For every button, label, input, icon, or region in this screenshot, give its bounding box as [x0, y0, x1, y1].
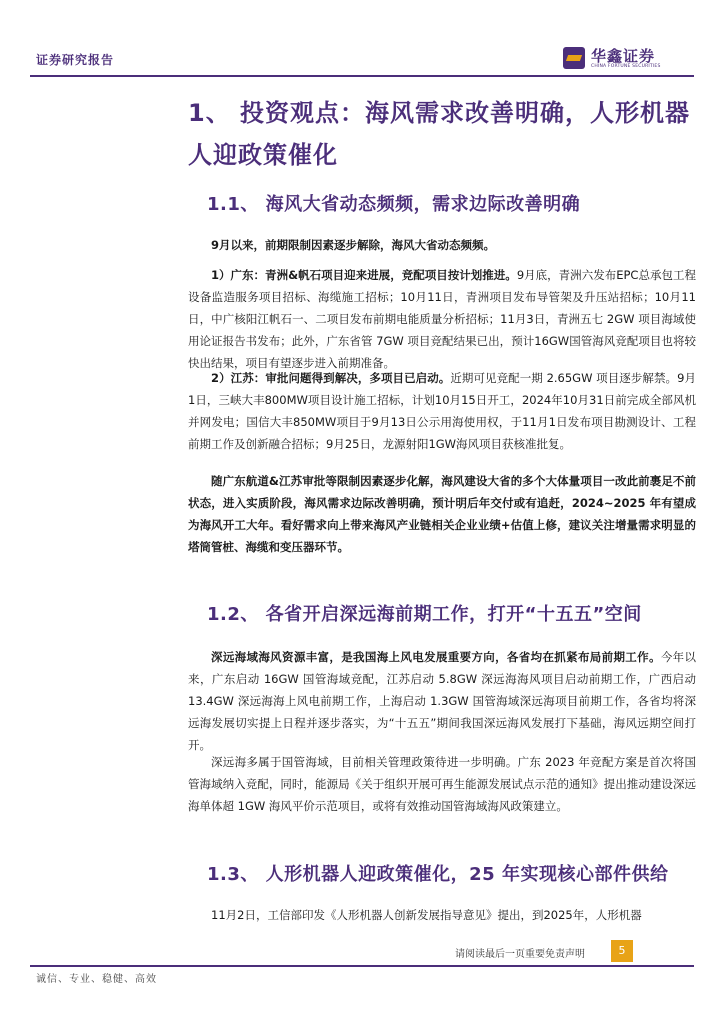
section-1-2-paragraph-2: 深远海多属于国管海域，目前相关管理政策待进一步明确。广东 2023 年竞配方案是首次将国管海域纳入竞配，同时，能源局《关于组织开展可再生能源发展试点示范的通知》提出推动建设深远海单体超 1GW 海风平价示范项目，或将有效推动国管海域海风政策建立。 [188, 755, 696, 813]
logo-name-cn: 华鑫证券 [591, 47, 656, 65]
deep-sea-lead: 深远海域海风资源丰富，是我国海上风电发展重要方向，各省均在抓紧布局前期工作。 [211, 650, 661, 664]
section-1-1-title: 1.1、 海风大省动态频频，需求边际改善明确 [207, 194, 581, 215]
jiangsu-body: 近期可见竞配一期 2.65GW 项目逐步解禁。9月1日，三峡大丰800MW项目设计施工招标，计划10月15日开工，2024年10月31日前完成全部风机并网发电；国信大丰850MW项目于9月13日公示用海使用权，于11月1日发布项目勘测设计、工程前期工作及创新融合招标；9月25日，龙源射阳1GW海风项目获核准批复。 [188, 371, 697, 451]
disclaimer-note: 请阅读最后一页重要免责声明 [455, 949, 585, 960]
header-divider [30, 75, 694, 77]
section-1-1-paragraph-2 [188, 264, 696, 374]
logo-mark-icon [563, 47, 585, 69]
logo-name-en: CHINA FORTUNE SECURITIES [591, 64, 661, 69]
deep-sea-body: 今年以来，广东启动 16GW 国管海域竞配，江苏启动 5.8GW 深远海海风项目启动前期工作，广西启动 13.4GW 深远海海上风电前期工作，上海启动 1.3GW 国管海域深远海项目前期工作，各省均将深远海发展切实提上日程并逐步落实，为“十五五”期间我国深远海风发展打下基础，海风远期空间打开。 [188, 650, 697, 752]
section-1-2-title: 1.2、 各省开启深远海前期工作，打开“十五五”空间 [207, 604, 642, 625]
footer-motto: 诚信、专业、稳健、高效 [36, 974, 157, 985]
section-1-1-summary: 随广东航道&江苏审批等限制因素逐步化解，海风建设大省的多个大体量项目一改此前裹足不前状态，进入实质阶段，海风需求边际改善明确，预计明后年交付或有追赶，2024~2025 年有望成为海风开工大年。看好需求向上带来海风产业链相关企业业绩+估值上修，建议关注增量需求明显的塔筒管桩、海缆和变压器环节。 [188, 474, 696, 554]
guangdong-lead: 1）广东：青洲&帆石项目迎来进展，竞配项目按计划推进。 [211, 268, 517, 282]
guangdong-body: 9月底，青洲六发布EPC总承包工程设备监造服务项目招标、海缆施工招标；10月11日，青洲项目发布导管架及升压站招标；10月11日，中广核阳江帆石一、二项目发布前期电能质量分析招标；11月3日，青洲五七 2GW 项目海域使用论证报告书发布；此外，广东省管 7GW 项目竞配结果已出，预计16GW国管海风竞配项目也将较快出结果，项目有望逐步进入前期准备。 [188, 268, 697, 370]
company-logo [563, 45, 693, 75]
section-1-1-paragraph-3 [188, 367, 696, 455]
section-1-2-paragraph-1 [188, 646, 696, 756]
footer-divider [30, 965, 694, 967]
section-1-title: 1、 投资观点：海风需求改善明确，人形机器人迎政策催化 [188, 99, 691, 169]
section-1-3-paragraph-1: 11月2日，工信部印发《人形机器人创新发展指导意见》提出，到2025年，人形机器 [211, 908, 642, 922]
page-number: 5 [611, 940, 633, 962]
section-1-1-paragraph-1: 9月以来，前期限制因素逐步解除，海风大省动态频频。 [211, 238, 495, 252]
header-label: 证券研究报告 [36, 53, 115, 67]
section-1-3-title: 1.3、 人形机器人迎政策催化，25 年实现核心部件供给 [207, 864, 669, 885]
jiangsu-lead: 2）江苏：审批问题得到解决，多项目已启动。 [211, 371, 451, 385]
